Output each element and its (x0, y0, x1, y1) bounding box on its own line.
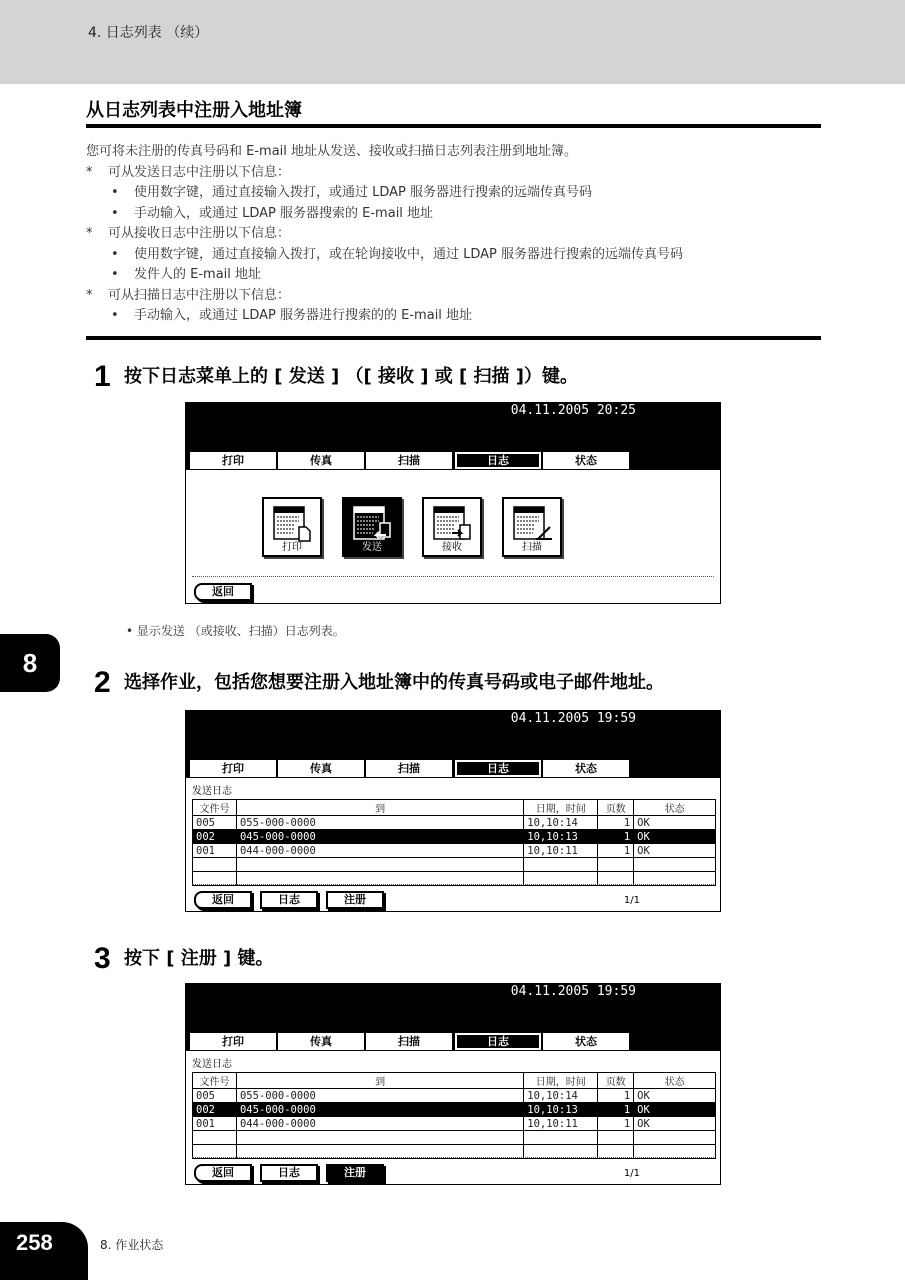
log-button-label: 发送 (362, 542, 382, 553)
table-cell: 1 (598, 844, 634, 858)
table-cell: 10,10:14 (524, 1089, 598, 1103)
step-3-number: 3 (94, 942, 111, 975)
column-header: 页数 (598, 800, 634, 816)
tab-1[interactable]: 传真 (278, 452, 364, 469)
intro-list-text: 可从发送日志中注册以下信息： (108, 164, 291, 180)
table-cell: 1 (598, 830, 634, 844)
log-1-button[interactable] (342, 497, 402, 557)
table-cell: 005 (193, 1089, 237, 1103)
intro-list-item (86, 265, 821, 286)
column-header: 到 (236, 800, 523, 816)
column-header: 状态 (634, 1073, 716, 1089)
section-title: 从日志列表中注册入地址簿 (86, 100, 302, 121)
log-button-label: 扫描 (522, 542, 542, 553)
back-button[interactable]: 返回 (194, 891, 252, 909)
tab-2[interactable]: 扫描 (366, 1033, 452, 1050)
log-table (192, 1072, 716, 1159)
table-cell: 002 (193, 830, 237, 844)
intro-list-item (86, 224, 821, 245)
column-header: 日期，时间 (524, 800, 598, 816)
table-cell: 10,10:11 (524, 1117, 598, 1131)
table-header-row (193, 1073, 716, 1089)
table-cell (634, 858, 716, 872)
register-button[interactable]: 注册 (326, 1164, 384, 1182)
log-button-label: 打印 (282, 542, 302, 553)
tab-4[interactable]: 状态 (543, 452, 629, 469)
table-row[interactable] (193, 1117, 716, 1131)
intro-text: 您可将未注册的传真号码和 E-mail 地址从发送、接收或扫描日志列表注册到地址簿。 (86, 144, 578, 159)
asterisk-marker: * (86, 287, 93, 303)
datetime-display: 04.11.2005 20:25 (510, 403, 636, 418)
intro-list-text: 发件人的 E-mail 地址 (134, 267, 262, 282)
asterisk-marker: * (86, 226, 93, 241)
log-table (192, 799, 716, 886)
table-cell: 10,10:14 (524, 816, 598, 830)
datetime-display: 04.11.2005 19:59 (510, 984, 636, 999)
table-cell: OK (634, 1117, 716, 1131)
intro-list-item (86, 204, 821, 225)
table-row-empty (193, 1131, 716, 1145)
intro-list-text: 手动输入，或通过 LDAP 服务器搜索的 E-mail 地址 (134, 205, 434, 221)
table-cell: 10,10:11 (524, 844, 598, 858)
footer-chapter: 8. 作业状态 (100, 1238, 164, 1252)
column-header: 到 (236, 1073, 523, 1089)
title-rule (86, 124, 821, 128)
table-row[interactable] (193, 1089, 716, 1103)
send-log-screen (185, 710, 721, 912)
chapter-side-tab: 8 (0, 634, 60, 692)
tab-0[interactable]: 打印 (190, 1033, 276, 1050)
table-cell: OK (634, 1089, 716, 1103)
table-row-empty (193, 858, 716, 872)
table-cell: OK (634, 830, 716, 844)
table-cell: 002 (193, 1103, 237, 1117)
page-indicator: 1/1 (623, 895, 640, 906)
separator-dots (192, 576, 714, 577)
back-button[interactable]: 返回 (194, 583, 252, 601)
send-log-screen-register (185, 983, 721, 1185)
intro-list-item (86, 183, 821, 204)
table-cell: OK (634, 844, 716, 858)
column-header: 文件号 (193, 800, 237, 816)
register-button[interactable]: 注册 (326, 891, 384, 909)
table-row[interactable] (193, 816, 716, 830)
intro-bottom-rule (86, 336, 821, 340)
intro-list-text: 使用数字键，通过直接输入拨打，或通过 LDAP 服务器进行搜索的远端传真号码 (134, 185, 593, 200)
tab-0[interactable]: 打印 (190, 452, 276, 469)
function-tabs (186, 1033, 720, 1051)
log-menu-screen (185, 402, 721, 604)
tab-4[interactable]: 状态 (543, 1033, 629, 1050)
table-cell (193, 1131, 237, 1145)
table-cell: 005 (193, 816, 237, 830)
tab-0[interactable]: 打印 (190, 760, 276, 777)
table-cell: 1 (598, 1103, 634, 1117)
header-chapter-label: 4. 日志列表 （续） (88, 25, 209, 41)
column-header: 页数 (598, 1073, 634, 1089)
table-cell: 001 (193, 844, 237, 858)
log-button[interactable]: 日志 (260, 1164, 318, 1182)
bullet-marker: • (111, 308, 119, 323)
table-row[interactable] (193, 830, 716, 844)
intro-list-item (86, 245, 821, 266)
table-cell: 055-000-0000 (236, 816, 523, 830)
log-3-button[interactable] (502, 497, 562, 557)
step-3-text: 按下 [ 注册 ] 键。 (124, 948, 274, 969)
table-cell: 10,10:13 (524, 1103, 598, 1117)
bullet-marker: • (111, 246, 119, 262)
intro-list-text: 可从接收日志中注册以下信息： (108, 226, 291, 241)
table-header-row (193, 800, 716, 816)
table-cell (236, 1131, 523, 1145)
table-cell (236, 858, 523, 872)
column-header: 状态 (634, 800, 716, 816)
table-row[interactable] (193, 1103, 716, 1117)
table-cell: 044-000-0000 (236, 844, 523, 858)
step-1-note: • 显示发送 （或接收、扫描）日志列表。 (126, 624, 345, 638)
intro-list-text: 手动输入，或通过 LDAP 服务器进行搜索的的 E-mail 地址 (134, 308, 473, 323)
page-header-band (0, 0, 905, 84)
intro-list-text: 使用数字键，通过直接输入拨打，或在轮询接收中，通过 LDAP 服务器进行搜索的远端传真号码 (134, 246, 684, 262)
bullet-marker: • (111, 185, 119, 200)
step-1-text: 按下日志菜单上的 [ 发送 ] （[ 接收 ] 或 [ 扫描 ]）键。 (124, 366, 579, 387)
tab-1[interactable]: 传真 (278, 760, 364, 777)
bullet-marker: • (111, 267, 119, 282)
step-1-number: 1 (94, 360, 111, 393)
function-tabs (186, 452, 720, 470)
table-cell (193, 858, 237, 872)
table-cell (598, 858, 634, 872)
log-button-label: 接收 (442, 542, 462, 553)
function-tabs (186, 760, 720, 778)
page-number: 258 (16, 1230, 53, 1255)
column-header: 文件号 (193, 1073, 237, 1089)
table-cell: OK (634, 1103, 716, 1117)
intro-list-item (86, 306, 821, 327)
table-cell: 045-000-0000 (236, 1103, 523, 1117)
page-indicator: 1/1 (623, 1168, 640, 1179)
tab-3[interactable]: 日志 (455, 452, 541, 469)
table-cell (634, 1131, 716, 1145)
column-header: 日期，时间 (524, 1073, 598, 1089)
table-cell: OK (634, 816, 716, 830)
table-cell: 044-000-0000 (236, 1117, 523, 1131)
intro-list-text: 可从扫描日志中注册以下信息： (108, 287, 291, 303)
table-cell: 1 (598, 1117, 634, 1131)
tab-4[interactable]: 状态 (543, 760, 629, 777)
log-button[interactable]: 日志 (260, 891, 318, 909)
log-2-button[interactable] (422, 497, 482, 557)
table-cell (524, 1131, 598, 1145)
tab-2[interactable]: 扫描 (366, 760, 452, 777)
separator-dots (192, 1157, 714, 1158)
table-cell: 045-000-0000 (236, 830, 523, 844)
intro-list-item (86, 163, 821, 184)
log-type-icons (262, 497, 662, 561)
table-cell: 10,10:13 (524, 830, 598, 844)
step-2-number: 2 (94, 666, 111, 699)
table-cell: 055-000-0000 (236, 1089, 523, 1103)
table-cell: 1 (598, 1089, 634, 1103)
step-2-text: 选择作业，包括您想要注册入地址簿中的传真号码或电子邮件地址。 (124, 672, 664, 693)
datetime-display: 04.11.2005 19:59 (510, 711, 636, 726)
tab-3[interactable]: 日志 (455, 760, 541, 777)
back-button[interactable]: 返回 (194, 1164, 252, 1182)
table-cell (598, 1131, 634, 1145)
table-row[interactable] (193, 844, 716, 858)
intro-list-item (86, 286, 821, 307)
tab-1[interactable]: 传真 (278, 1033, 364, 1050)
table-cell: 1 (598, 816, 634, 830)
list-title: 发送日志 (192, 1059, 232, 1070)
asterisk-marker: * (86, 164, 93, 180)
separator-dots (192, 884, 714, 885)
table-cell: 001 (193, 1117, 237, 1131)
list-title: 发送日志 (192, 786, 232, 797)
tab-2[interactable]: 扫描 (366, 452, 452, 469)
table-cell (524, 858, 598, 872)
bullet-marker: • (111, 205, 119, 221)
tab-3[interactable]: 日志 (455, 1033, 541, 1050)
intro-block (86, 142, 821, 327)
log-0-button[interactable] (262, 497, 322, 557)
